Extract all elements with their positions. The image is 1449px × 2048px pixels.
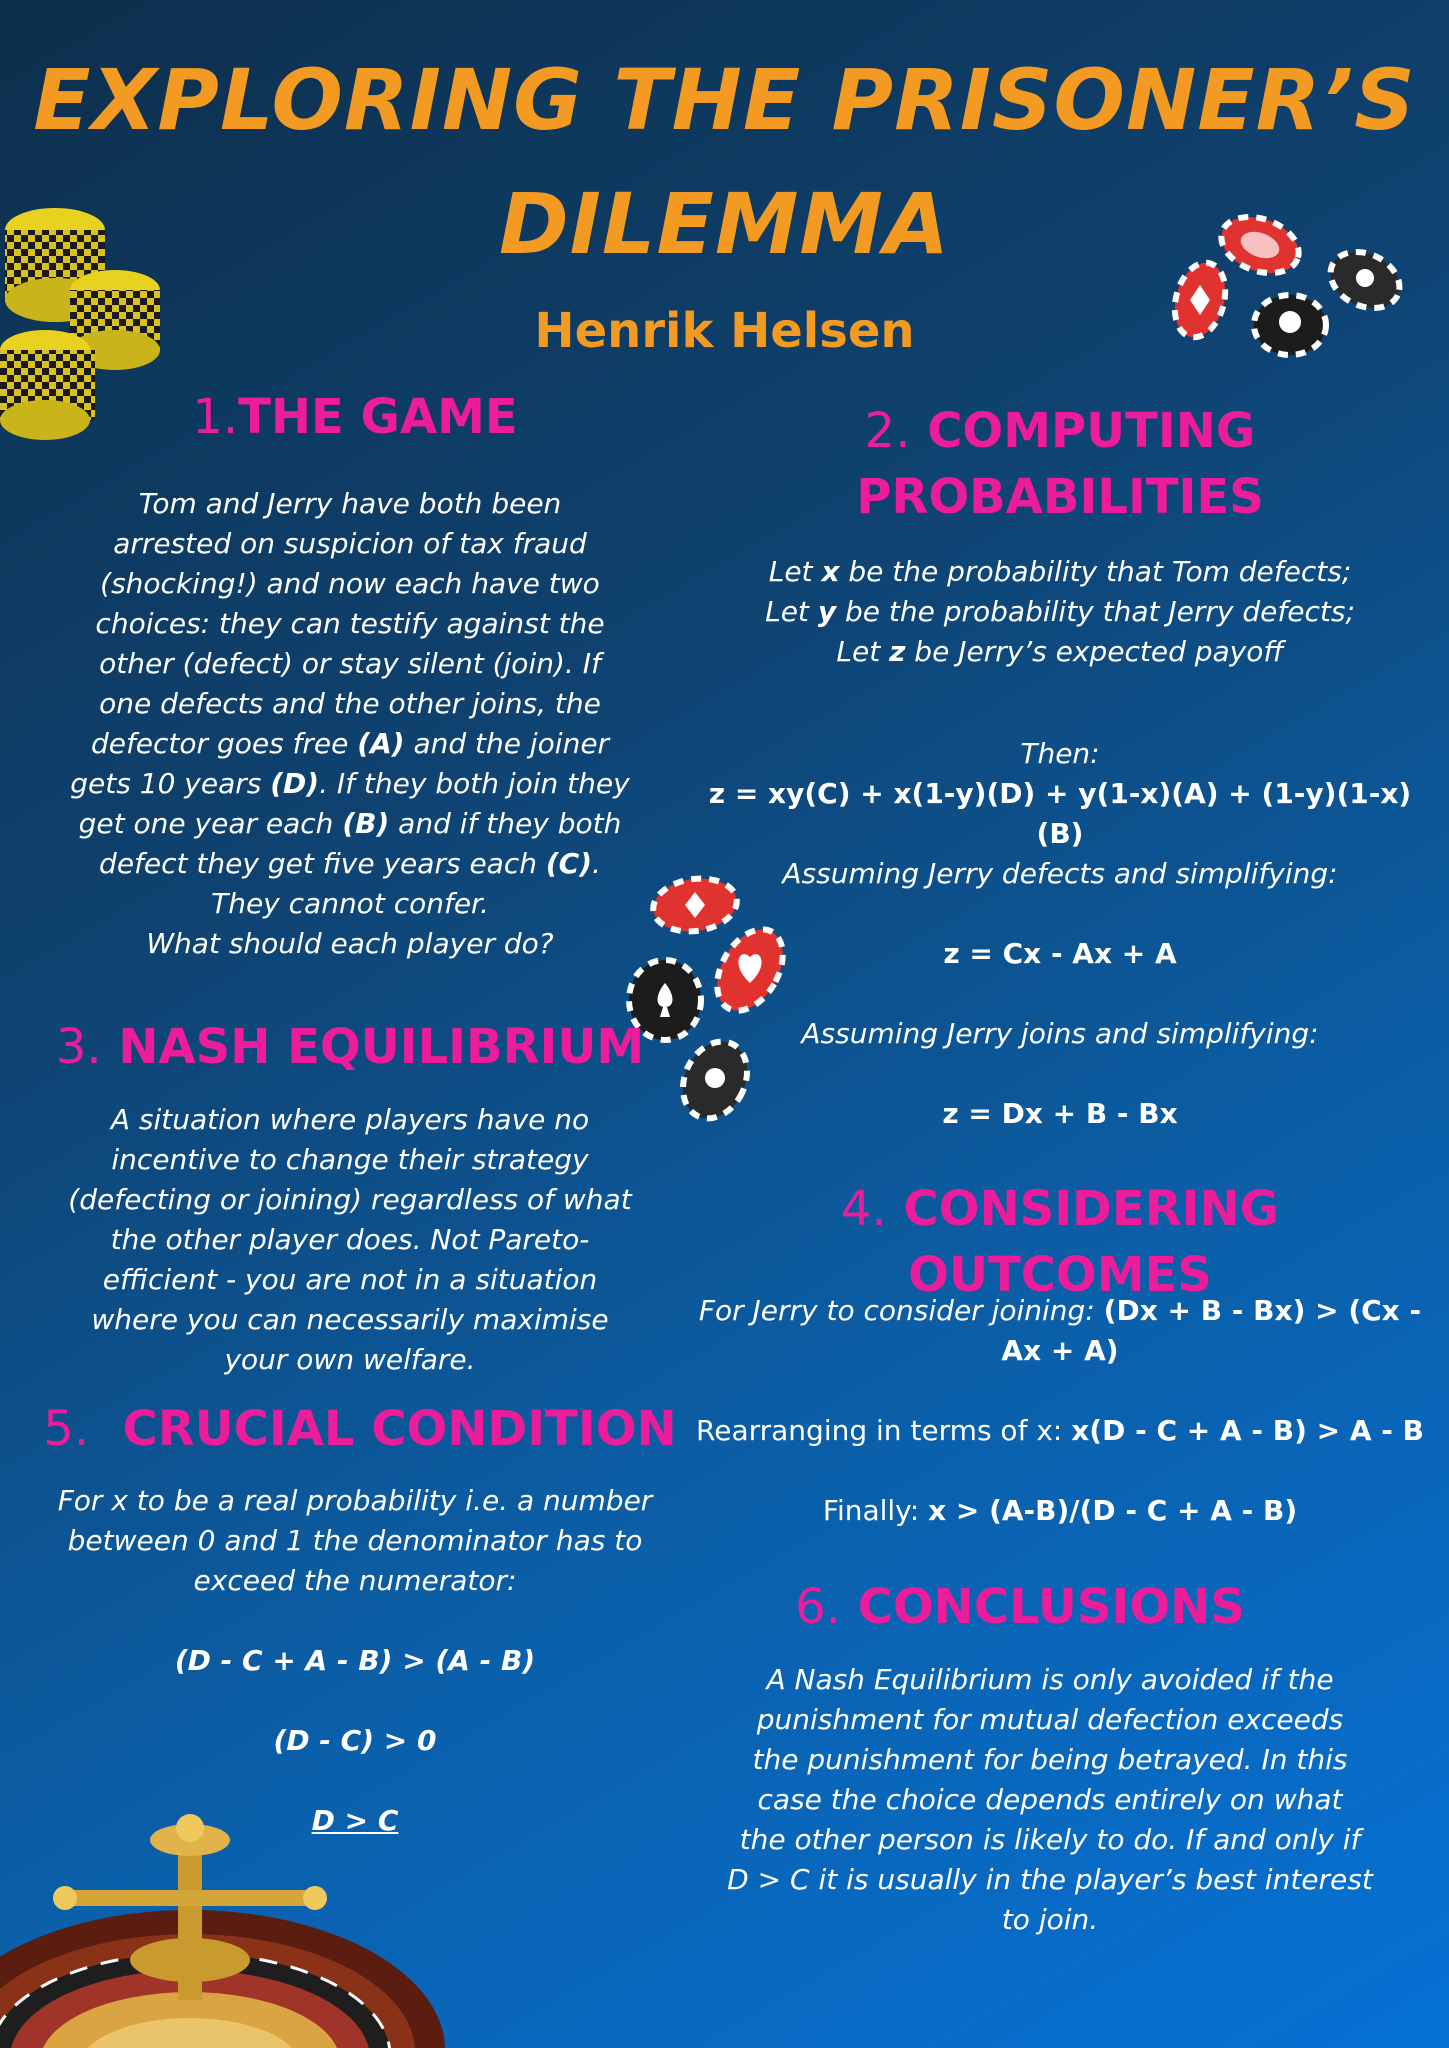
text-line: case the choice depends entirely on what xyxy=(757,1783,1343,1816)
text-run: Rearranging in terms of x: xyxy=(696,1414,1072,1447)
section-number: 3. xyxy=(55,1019,102,1075)
section-game-text xyxy=(40,484,660,964)
text-run: gets 10 years xyxy=(70,767,271,800)
text-run: be the probability that Tom defects; xyxy=(839,555,1352,588)
text-line: A Nash Equilibrium is only avoided if the xyxy=(766,1663,1334,1696)
section-outcomes-heading xyxy=(690,1176,1430,1308)
text-line: (shocking!) and now each have two xyxy=(100,567,600,600)
text-run: be the probability that Jerry defects; xyxy=(836,595,1355,628)
then-label: Then: xyxy=(1020,737,1100,770)
text-line: where you can necessarily maximise xyxy=(91,1303,609,1336)
payoff-label-a: (A) xyxy=(357,727,405,760)
variable-x: x xyxy=(821,555,840,588)
outcome-condition-3 xyxy=(690,1491,1430,1531)
text-line xyxy=(40,844,660,884)
section-nash-text xyxy=(40,1100,660,1380)
text-run: . xyxy=(592,847,601,880)
variable-z: z xyxy=(889,635,906,668)
payoff-label-d: (D) xyxy=(270,767,320,800)
section-crucial-text xyxy=(20,1481,690,1601)
section-conclusions-text xyxy=(700,1660,1400,1940)
section-number: 2. xyxy=(864,403,911,459)
section-title-line-2: PROBABILITIES xyxy=(856,469,1264,525)
text-line: (defecting or joining) regardless of what xyxy=(68,1183,632,1216)
text-line: the other player does. Not Pareto- xyxy=(110,1223,590,1256)
text-run: defect they get five years each xyxy=(99,847,546,880)
inequality: x > (A-B)/(D - C + A - B) xyxy=(928,1494,1298,1527)
variable-y: y xyxy=(817,595,837,628)
crucial-equation-1: (D - C + A - B) > (A - B) xyxy=(174,1644,536,1677)
outcome-condition-2 xyxy=(690,1411,1430,1451)
text-line: efficient - you are not in a situation xyxy=(102,1263,598,1296)
text-run: get one year each xyxy=(78,807,343,840)
text-line: Tom and Jerry have both been xyxy=(138,487,562,520)
text-line: to join. xyxy=(1001,1903,1099,1936)
poster-title xyxy=(0,38,1449,286)
text-run: Let xyxy=(836,635,890,668)
section-title: CONSIDERING OUTCOMES xyxy=(903,1181,1280,1303)
author-name: Henrik Helsen xyxy=(534,303,915,359)
text-line: one defects and the other joins, the xyxy=(99,687,601,720)
crucial-equation-3: D > C xyxy=(311,1804,399,1837)
text-line xyxy=(40,724,660,764)
section-computing-defs xyxy=(700,552,1420,672)
text-line xyxy=(40,764,660,804)
text-line: What should each player do? xyxy=(146,927,554,960)
outcome-condition-1 xyxy=(690,1291,1430,1371)
text-run: Let xyxy=(768,555,822,588)
section-number: 6. xyxy=(795,1579,841,1635)
text-run: be Jerry’s expected payoff xyxy=(905,635,1284,668)
text-line: D > C it is usually in the player’s best interest xyxy=(727,1863,1373,1896)
inequality: x(D - C + A - B) > A - B xyxy=(1071,1414,1424,1447)
text-line: punishment for mutual defection exceeds xyxy=(756,1703,1344,1736)
section-title: COMPUTING xyxy=(927,403,1256,459)
join-equation: z = Dx + B - Bx xyxy=(942,1097,1178,1130)
section-game-heading xyxy=(60,384,650,450)
text-line: your own welfare. xyxy=(224,1343,476,1376)
text-line: exceed the numerator: xyxy=(193,1564,517,1597)
text-line: They cannot confer. xyxy=(211,887,489,920)
text-line: other (defect) or stay silent (join). If xyxy=(99,647,601,680)
section-computing-heading xyxy=(760,398,1360,530)
text-line: between 0 and 1 the denominator has to xyxy=(67,1524,643,1557)
section-conclusions-heading xyxy=(700,1574,1340,1640)
section-title: CRUCIAL CONDITION xyxy=(122,1401,677,1457)
text-line xyxy=(40,804,660,844)
text-line xyxy=(700,632,1420,672)
section-nash-heading xyxy=(40,1014,660,1080)
section-title: THE GAME xyxy=(238,389,518,445)
assume-defect-text: Assuming Jerry defects and simplifying: xyxy=(782,857,1338,890)
section-title: NASH EQUILIBRIUM xyxy=(118,1019,645,1075)
text-line: arrested on suspicion of tax fraud xyxy=(113,527,587,560)
text-line: A situation where players have no xyxy=(110,1103,590,1136)
title-line-1: EXPLORING THE PRISONER’S xyxy=(33,51,1416,149)
text-run: Finally: xyxy=(822,1494,929,1527)
text-line xyxy=(690,1291,1430,1331)
title-line-2: DILEMMA xyxy=(498,175,951,273)
defect-equation: z = Cx - Ax + A xyxy=(943,937,1177,970)
text-run: and the joiner xyxy=(404,727,610,760)
text-run: Let xyxy=(765,595,818,628)
section-number: 4. xyxy=(840,1181,887,1237)
text-line: choices: they can testify against the xyxy=(95,607,605,640)
text-run: and if they both xyxy=(389,807,622,840)
inequality-continued: Ax + A) xyxy=(1001,1334,1119,1367)
text-line: For x to be a real probability i.e. a number xyxy=(57,1484,653,1517)
section-number: 5. xyxy=(43,1401,90,1457)
text-run: defector goes free xyxy=(90,727,358,760)
assume-join-text: Assuming Jerry joins and simplifying: xyxy=(801,1017,1319,1050)
text-run: For Jerry to consider joining: xyxy=(698,1294,1104,1327)
payoff-label-b: (B) xyxy=(342,807,390,840)
text-line: the punishment for being betrayed. In this xyxy=(752,1743,1348,1776)
text-line xyxy=(700,592,1420,632)
text-run: . If they both join they xyxy=(319,767,630,800)
section-crucial-heading xyxy=(20,1396,700,1462)
crucial-equation-2: (D - C) > 0 xyxy=(273,1724,437,1757)
text-line: incentive to change their strategy xyxy=(111,1143,589,1176)
text-line xyxy=(700,552,1420,592)
inequality: (Dx + B - Bx) > (Cx - xyxy=(1103,1294,1422,1327)
section-title: CONCLUSIONS xyxy=(857,1579,1245,1635)
payoff-label-c: (C) xyxy=(545,847,593,880)
text-line: the other person is likely to do. If and only if xyxy=(739,1823,1361,1856)
section-number: 1. xyxy=(192,389,239,445)
expected-payoff-formula: z = xy(C) + x(1-y)(D) + y(1-x)(A) + (1-y)(1-x)(B) xyxy=(708,777,1412,850)
